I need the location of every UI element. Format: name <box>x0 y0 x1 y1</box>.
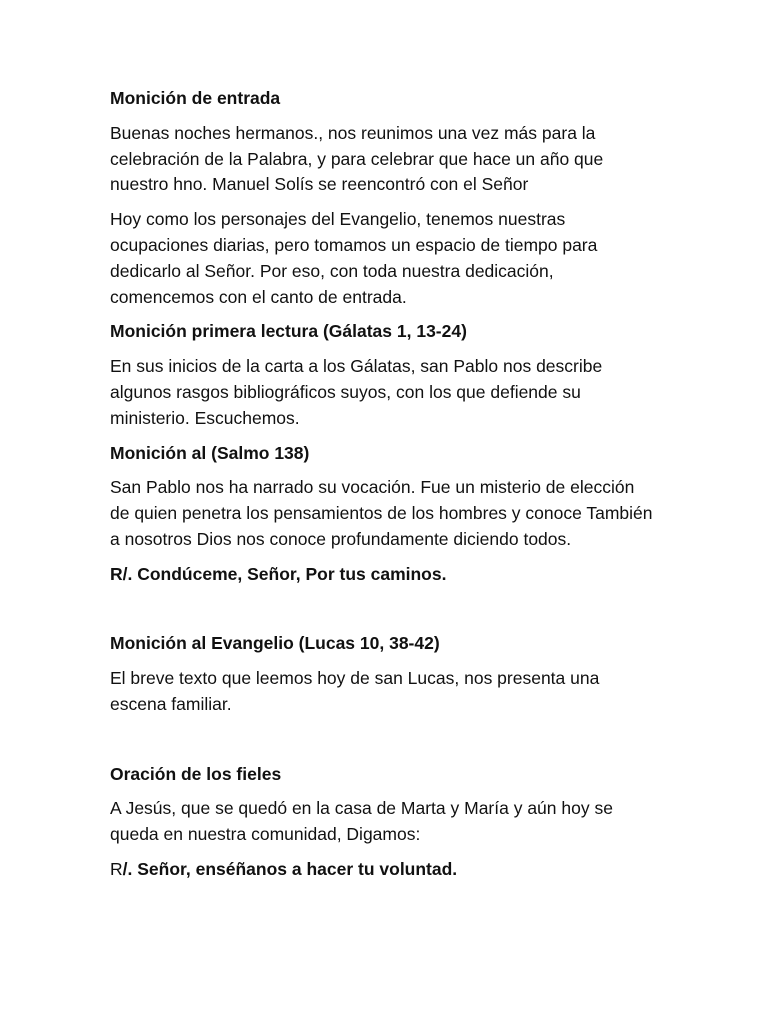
section-heading-salmo: Monición al (Salmo 138) <box>110 442 310 463</box>
section-heading-primera-lectura: Monición primera lectura (Gálatas 1, 13-24) <box>110 321 467 342</box>
response-text: /. Señor, enséñanos a hacer tu voluntad. <box>122 858 458 879</box>
section-heading-oracion-fieles: Oración de los fieles <box>110 763 282 784</box>
paragraph: En sus inicios de la carta a los Gálatas, san Pablo nos describe algunos rasgos bibliográficos suyos, con los que defiende su ministerio. Escuchemos. <box>110 356 603 428</box>
prayer-response <box>110 857 658 883</box>
paragraph: Buenas noches hermanos., nos reunimos una vez más para la celebración de la Palabra, y para celebrar que hace un año que nuestro hno. Manuel Solís se reencontró con el Señor <box>110 122 604 195</box>
document-body <box>110 86 658 892</box>
paragraph: Hoy como los personajes del Evangelio, tenemos nuestras ocupaciones diarias, pero tomamos un espacio de tiempo para dedicarlo al Señor. Por eso, con toda nuestra dedicación, comencemos con el canto de entrada. <box>110 209 598 307</box>
blank-line <box>110 727 658 753</box>
blank-line <box>110 597 658 623</box>
section-heading-monicion-entrada: Monición de entrada <box>110 88 281 108</box>
psalm-response: R/. Condúceme, Señor, Por tus caminos. <box>110 563 447 584</box>
response-prefix: R <box>110 858 123 879</box>
paragraph: San Pablo nos ha narrado su vocación. Fue un misterio de elección de quien penetra los pensamientos de los hombres y conoce También a nosotros Dios nos conoce profundamente diciendo todos. <box>110 477 653 549</box>
section-heading-evangelio: Monición al Evangelio (Lucas 10, 38-42) <box>110 633 440 654</box>
paragraph: El breve texto que leemos hoy de san Lucas, nos presenta una escena familiar. <box>110 668 600 714</box>
paragraph: A Jesús, que se quedó en la casa de Marta y María y aún hoy se queda en nuestra comunidad, Digamos: <box>110 798 613 845</box>
